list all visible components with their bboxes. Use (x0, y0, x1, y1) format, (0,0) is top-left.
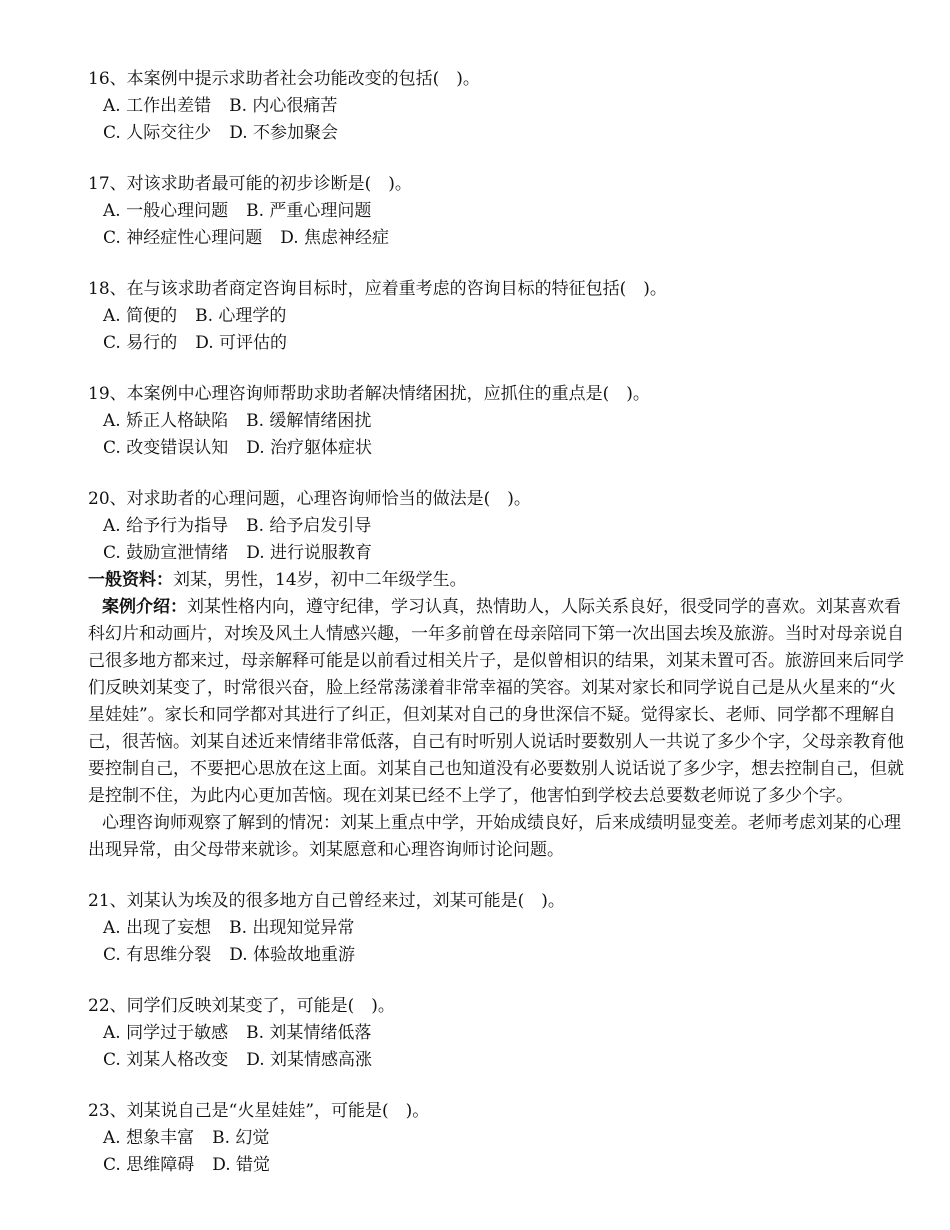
option-d: D. 可评估的 (195, 333, 288, 353)
option-row (88, 330, 908, 357)
general-info-label: 一般资料： (88, 570, 173, 590)
option-a: A. 矫正人格缺陷 (103, 411, 229, 431)
question-stem: 16、本案例中提示求助者社会功能改变的包括( )。 (88, 69, 480, 89)
question-16 (88, 66, 908, 147)
option-row (88, 120, 908, 147)
option-row (88, 915, 908, 942)
option-b: B. 幻觉 (212, 1128, 270, 1148)
question-stem: 22、同学们反映刘某变了，可能是( )。 (88, 996, 395, 1016)
spacer (88, 462, 908, 486)
option-row (88, 1020, 908, 1047)
case-intro-text: 刘某性格内向，遵守纪律，学习认真，热情助人，人际关系良好，很受同学的喜欢。刘某喜欢看科幻片和动画片，对埃及风土人情感兴趣，一年多前曾在母亲陪同下第一次出国去埃及旅游。当时对母亲说自己很多地方都来过，母亲解释可能是以前看过相关片子，是似曾相识的结果，刘某未置可否。旅游回来后同学们反映刘某变了，时常很兴奋，脸上经常荡漾着非常幸福的笑容。刘某对家长和同学说自己是从火星来的“火星娃娃”。家长和同学都对其进行了纠正，但刘某对自己的身世深信不疑。觉得家长、老师、同学都不理解自己，很苦恼。刘某自述近来情绪非常低落，自己有时听别人说话时要数别人一共说了多少个字，父母亲教育他要控制自己，不要把心思放在这上面。刘某自己也知道没有必要数别人说话说了多少字，想去控制自己，但就是控制不住，为此内心更加苦恼。现在刘某已经不上学了，他害怕到学校去总要数老师说了多少个字。 (88, 597, 904, 806)
option-b: B. 出现知觉异常 (229, 918, 355, 938)
spacer (88, 864, 908, 888)
question-stem: 18、在与该求助者商定咨询目标时，应着重考虑的咨询目标的特征包括( )。 (88, 279, 667, 299)
option-row (88, 1152, 908, 1179)
option-c: C. 易行的 (103, 333, 178, 353)
question-17 (88, 171, 908, 252)
option-c: C. 人际交往少 (103, 123, 212, 143)
option-d: D. 不参加聚会 (229, 123, 339, 143)
option-a: A. 一般心理问题 (103, 201, 229, 221)
option-b: B. 严重心理问题 (246, 201, 372, 221)
case-section (88, 567, 908, 864)
question-stem: 17、对该求助者最可能的初步诊断是( )。 (88, 174, 412, 194)
option-c: C. 改变错误认知 (103, 438, 229, 458)
general-info-text: 刘某，男性，14岁，初中二年级学生。 (173, 570, 467, 590)
spacer (88, 147, 908, 171)
case-observation: 心理咨询师观察了解到的情况：刘某上重点中学，开始成绩良好，后来成绩明显变差。老师考虑刘某的心理出现异常，由父母带来就诊。刘某愿意和心理咨询师讨论问题。 (88, 813, 901, 860)
option-a: A. 出现了妄想 (103, 918, 212, 938)
option-row (88, 93, 908, 120)
general-info (88, 567, 908, 594)
question-stem: 20、对求助者的心理问题，心理咨询师恰当的做法是( )。 (88, 489, 531, 509)
spacer (88, 357, 908, 381)
question-stem: 23、刘某说自己是“火星娃娃”，可能是( )。 (88, 1101, 430, 1121)
option-c: C. 刘某人格改变 (103, 1050, 229, 1070)
question-19 (88, 381, 908, 462)
option-b: B. 刘某情绪低落 (246, 1023, 372, 1043)
spacer (88, 1074, 908, 1098)
question-21 (88, 888, 908, 969)
option-row (88, 1125, 908, 1152)
option-c: C. 鼓励宣泄情绪 (103, 543, 229, 563)
option-c: C. 有思维分裂 (103, 945, 212, 965)
option-c: C. 思维障碍 (103, 1155, 195, 1175)
option-a: A. 想象丰富 (103, 1128, 195, 1148)
question-20 (88, 486, 908, 567)
question-18 (88, 276, 908, 357)
option-b: B. 缓解情绪困扰 (246, 411, 372, 431)
option-a: A. 给予行为指导 (103, 516, 229, 536)
option-row (88, 513, 908, 540)
question-23 (88, 1098, 908, 1179)
question-stem: 19、本案例中心理咨询师帮助求助者解决情绪困扰，应抓住的重点是( )。 (88, 384, 650, 404)
question-22 (88, 993, 908, 1074)
option-row (88, 225, 908, 252)
option-row (88, 540, 908, 567)
option-d: D. 治疗躯体症状 (246, 438, 373, 458)
option-row (88, 1047, 908, 1074)
exam-page (88, 66, 908, 1179)
spacer (88, 252, 908, 276)
option-d: D. 错觉 (212, 1155, 271, 1175)
option-c: C. 神经症性心理问题 (103, 228, 263, 248)
option-b: B. 心理学的 (195, 306, 287, 326)
case-intro-label: 案例介绍： (102, 597, 187, 617)
option-row (88, 303, 908, 330)
option-d: D. 进行说服教育 (246, 543, 373, 563)
option-row (88, 942, 908, 969)
option-a: A. 同学过于敏感 (103, 1023, 229, 1043)
spacer (88, 969, 908, 993)
option-a: A. 简便的 (103, 306, 178, 326)
option-row (88, 198, 908, 225)
case-intro (88, 594, 908, 810)
option-d: D. 焦虑神经症 (280, 228, 390, 248)
option-b: B. 内心很痛苦 (229, 96, 338, 116)
option-row (88, 435, 908, 462)
question-stem: 21、刘某认为埃及的很多地方自己曾经来过，刘某可能是( )。 (88, 891, 565, 911)
option-d: D. 刘某情感高涨 (246, 1050, 373, 1070)
option-row (88, 408, 908, 435)
option-d: D. 体验故地重游 (229, 945, 356, 965)
option-b: B. 给予启发引导 (246, 516, 372, 536)
option-a: A. 工作出差错 (103, 96, 212, 116)
